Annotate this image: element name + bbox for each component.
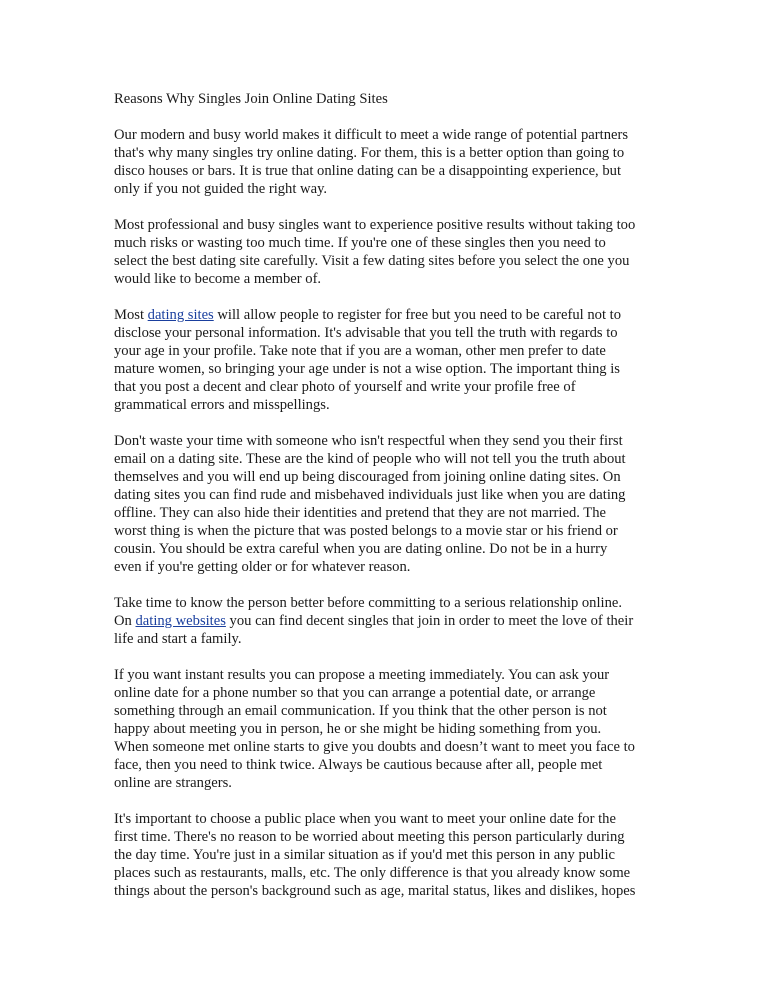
paragraph-line: offline. They can also hide their identities and pretend that they are not married. The	[114, 505, 606, 521]
text-segment: will allow people to register for free but you need to be careful not to	[213, 307, 622, 323]
paragraph-line: happy about meeting you in person, he or she might be hiding something from you.	[114, 721, 602, 737]
paragraph-line: Take time to know the person better before committing to a serious relationship online.	[114, 595, 623, 611]
paragraph-line: disclose your personal information. It's advisable that you tell the truth with regards to	[114, 325, 618, 341]
paragraph-line: cousin. You should be extra careful when you are dating online. Do not be in a hurry	[114, 541, 608, 557]
paragraph-line: It's important to choose a public place when you want to meet your online date for the	[114, 811, 616, 827]
text-segment: you can find decent singles that join in order to meet the love of their	[225, 613, 634, 629]
paragraph-line: themselves and you will end up being discouraged from joining online dating sites. On	[114, 469, 621, 485]
paragraph-line: first time. There's no reason to be worried about meeting this person particularly during	[114, 829, 625, 845]
paragraph-3	[114, 306, 658, 414]
paragraph-line: would like to become a member of.	[114, 271, 322, 287]
paragraph-1	[114, 126, 658, 198]
paragraph-line: things about the person's background such as age, marital status, likes and dislikes, hopes	[114, 883, 636, 899]
document-page	[114, 90, 658, 918]
paragraph-line: disco houses or bars. It is true that online dating can be a disappointing experience, but	[114, 163, 621, 179]
document-title: Reasons Why Singles Join Online Dating Sites	[114, 91, 388, 107]
paragraph-line: email on a dating site. These are the kind of people who will not tell you the truth about	[114, 451, 626, 467]
dating-sites-link[interactable]: dating sites	[147, 307, 214, 323]
paragraph-line: If you want instant results you can propose a meeting immediately. You can ask your	[114, 667, 610, 683]
paragraph-line: worst thing is when the picture that was posted belongs to a movie star or his friend or	[114, 523, 618, 539]
paragraph-line: mature women, so bringing your age under is not a wise option. The important thing is	[114, 361, 620, 377]
paragraph-line: Most professional and busy singles want to experience positive results without taking too	[114, 217, 636, 233]
paragraph-2	[114, 216, 658, 288]
paragraph-line: Our modern and busy world makes it difficult to meet a wide range of potential partners	[114, 127, 629, 143]
paragraph-line: When someone met online starts to give you doubts and doesn’t want to meet you face to	[114, 739, 635, 755]
paragraph-line: select the best dating site carefully. Visit a few dating sites before you select the one you	[114, 253, 630, 269]
paragraph-line: life and start a family.	[114, 631, 242, 647]
paragraph-line: grammatical errors and misspellings.	[114, 397, 330, 413]
paragraph-line: online are strangers.	[114, 775, 232, 791]
paragraph-line: places such as restaurants, malls, etc. The only difference is that you already know some	[114, 865, 631, 881]
paragraph-line: dating sites you can find rude and misbehaved individuals just like when you are dating	[114, 487, 626, 503]
paragraph-line: even if you're getting older or for whatever reason.	[114, 559, 411, 575]
paragraph-line: much risks or wasting too much time. If you're one of these singles then you need to	[114, 235, 606, 251]
paragraph-line: only if you not guided the right way.	[114, 181, 328, 197]
text-segment: On	[114, 613, 136, 629]
text-segment: Most	[114, 307, 148, 323]
paragraph-line: that's why many singles try online dating. For them, this is a better option than going to	[114, 145, 625, 161]
paragraph-line: something through an email communication. If you think that the other person is not	[114, 703, 607, 719]
paragraph-line: face, then you need to think twice. Always be cautious because after all, people met	[114, 757, 603, 773]
paragraph-4	[114, 432, 658, 576]
paragraph-line	[114, 306, 658, 324]
paragraph-line: your age in your profile. Take note that if you are a woman, other men prefer to date	[114, 343, 606, 359]
paragraph-line: the day time. You're just in a similar situation as if you'd met this person in any public	[114, 847, 615, 863]
paragraph-line	[114, 612, 658, 630]
paragraph-7	[114, 810, 658, 900]
paragraph-line: that you post a decent and clear photo of yourself and write your profile free of	[114, 379, 576, 395]
dating-websites-link[interactable]: dating websites	[135, 613, 226, 629]
paragraph-5	[114, 594, 658, 648]
paragraph-6	[114, 666, 658, 792]
paragraph-line: Don't waste your time with someone who isn't respectful when they send you their first	[114, 433, 623, 449]
paragraph-line: online date for a phone number so that you can arrange a potential date, or arrange	[114, 685, 596, 701]
